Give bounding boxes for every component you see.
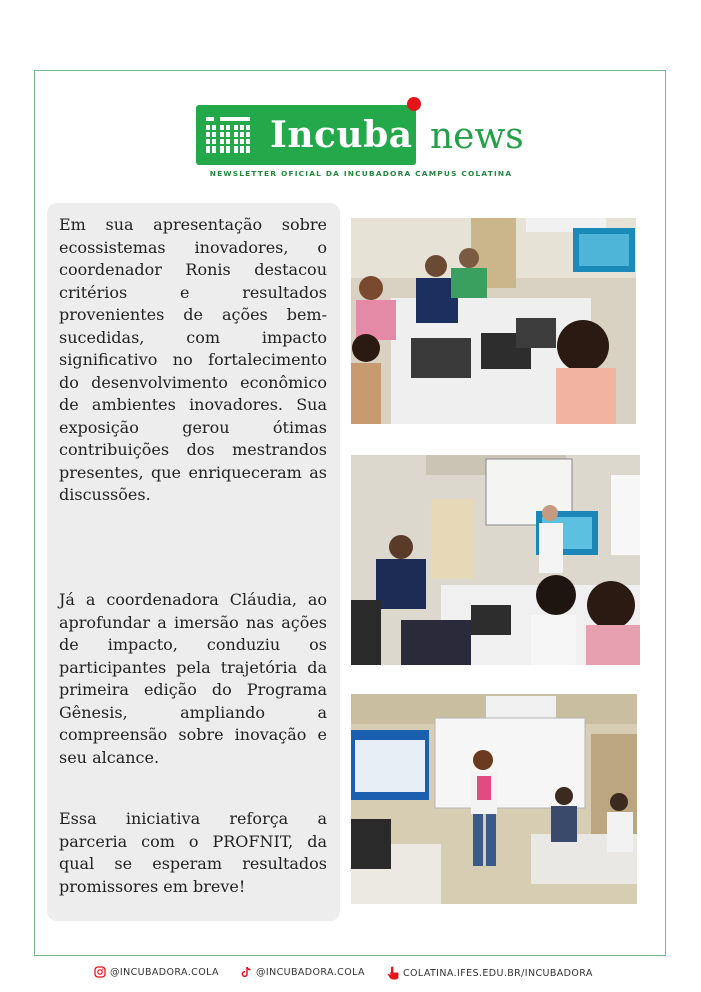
instagram-icon [94, 966, 106, 978]
logo-red-dot [407, 97, 421, 111]
presentation-photo-icon [351, 455, 640, 665]
meeting-photo-icon [351, 218, 636, 424]
website-link[interactable]: COLATINA.IFES.EDU.BR/INCUBADORA [403, 967, 593, 979]
tiktok-icon [240, 966, 252, 978]
meeting-photo [351, 218, 636, 424]
pointer-hand-icon [387, 966, 399, 980]
footer [0, 960, 701, 984]
article-paragraph-3: Essa iniciativa reforça a parceria com o PROFNIT, da qual se esperam resultados promissores em breve! [59, 809, 327, 896]
logo-news-word: news [430, 116, 524, 157]
presentation-photo [351, 455, 640, 665]
speaker-photo-icon [351, 694, 637, 904]
logo-green-box [196, 105, 416, 165]
speaker-photo [351, 694, 637, 904]
newsletter-subtitle: NEWSLETTER OFICIAL DA INCUBADORA CAMPUS COLATINA [209, 169, 513, 178]
footer-tiktok[interactable] [240, 966, 365, 978]
article-paragraph-2: Já a coordenadora Cláudia, ao aprofundar a imersão nas ações de impacto, conduziu os participantes pela trajetória da primeira edição do Programa Gênesis, ampliando a compreensão sobre inovação e seu alcance. [59, 590, 327, 767]
logo-grid-icon [204, 115, 254, 155]
article-paragraph-1: Em sua apresentação sobre ecossistemas inovadores, o coordenador Ronis destacou critérios e resultados provenientes de ações bem-sucedidas, com impacto significativo no fortalecimento do desenvolvimento econômico de ambientes inovadores. Sua exposição gerou ótimas contribuições dos mestrandos presentes, que enriqueceram as discussões. [59, 215, 327, 504]
logo-word: Incuba [270, 114, 413, 156]
incuba-news-logo [196, 97, 526, 181]
footer-instagram[interactable] [94, 966, 219, 978]
footer-website[interactable] [387, 966, 593, 980]
tiktok-handle[interactable]: @INCUBADORA.COLA [256, 966, 365, 978]
instagram-handle[interactable]: @INCUBADORA.COLA [110, 966, 219, 978]
